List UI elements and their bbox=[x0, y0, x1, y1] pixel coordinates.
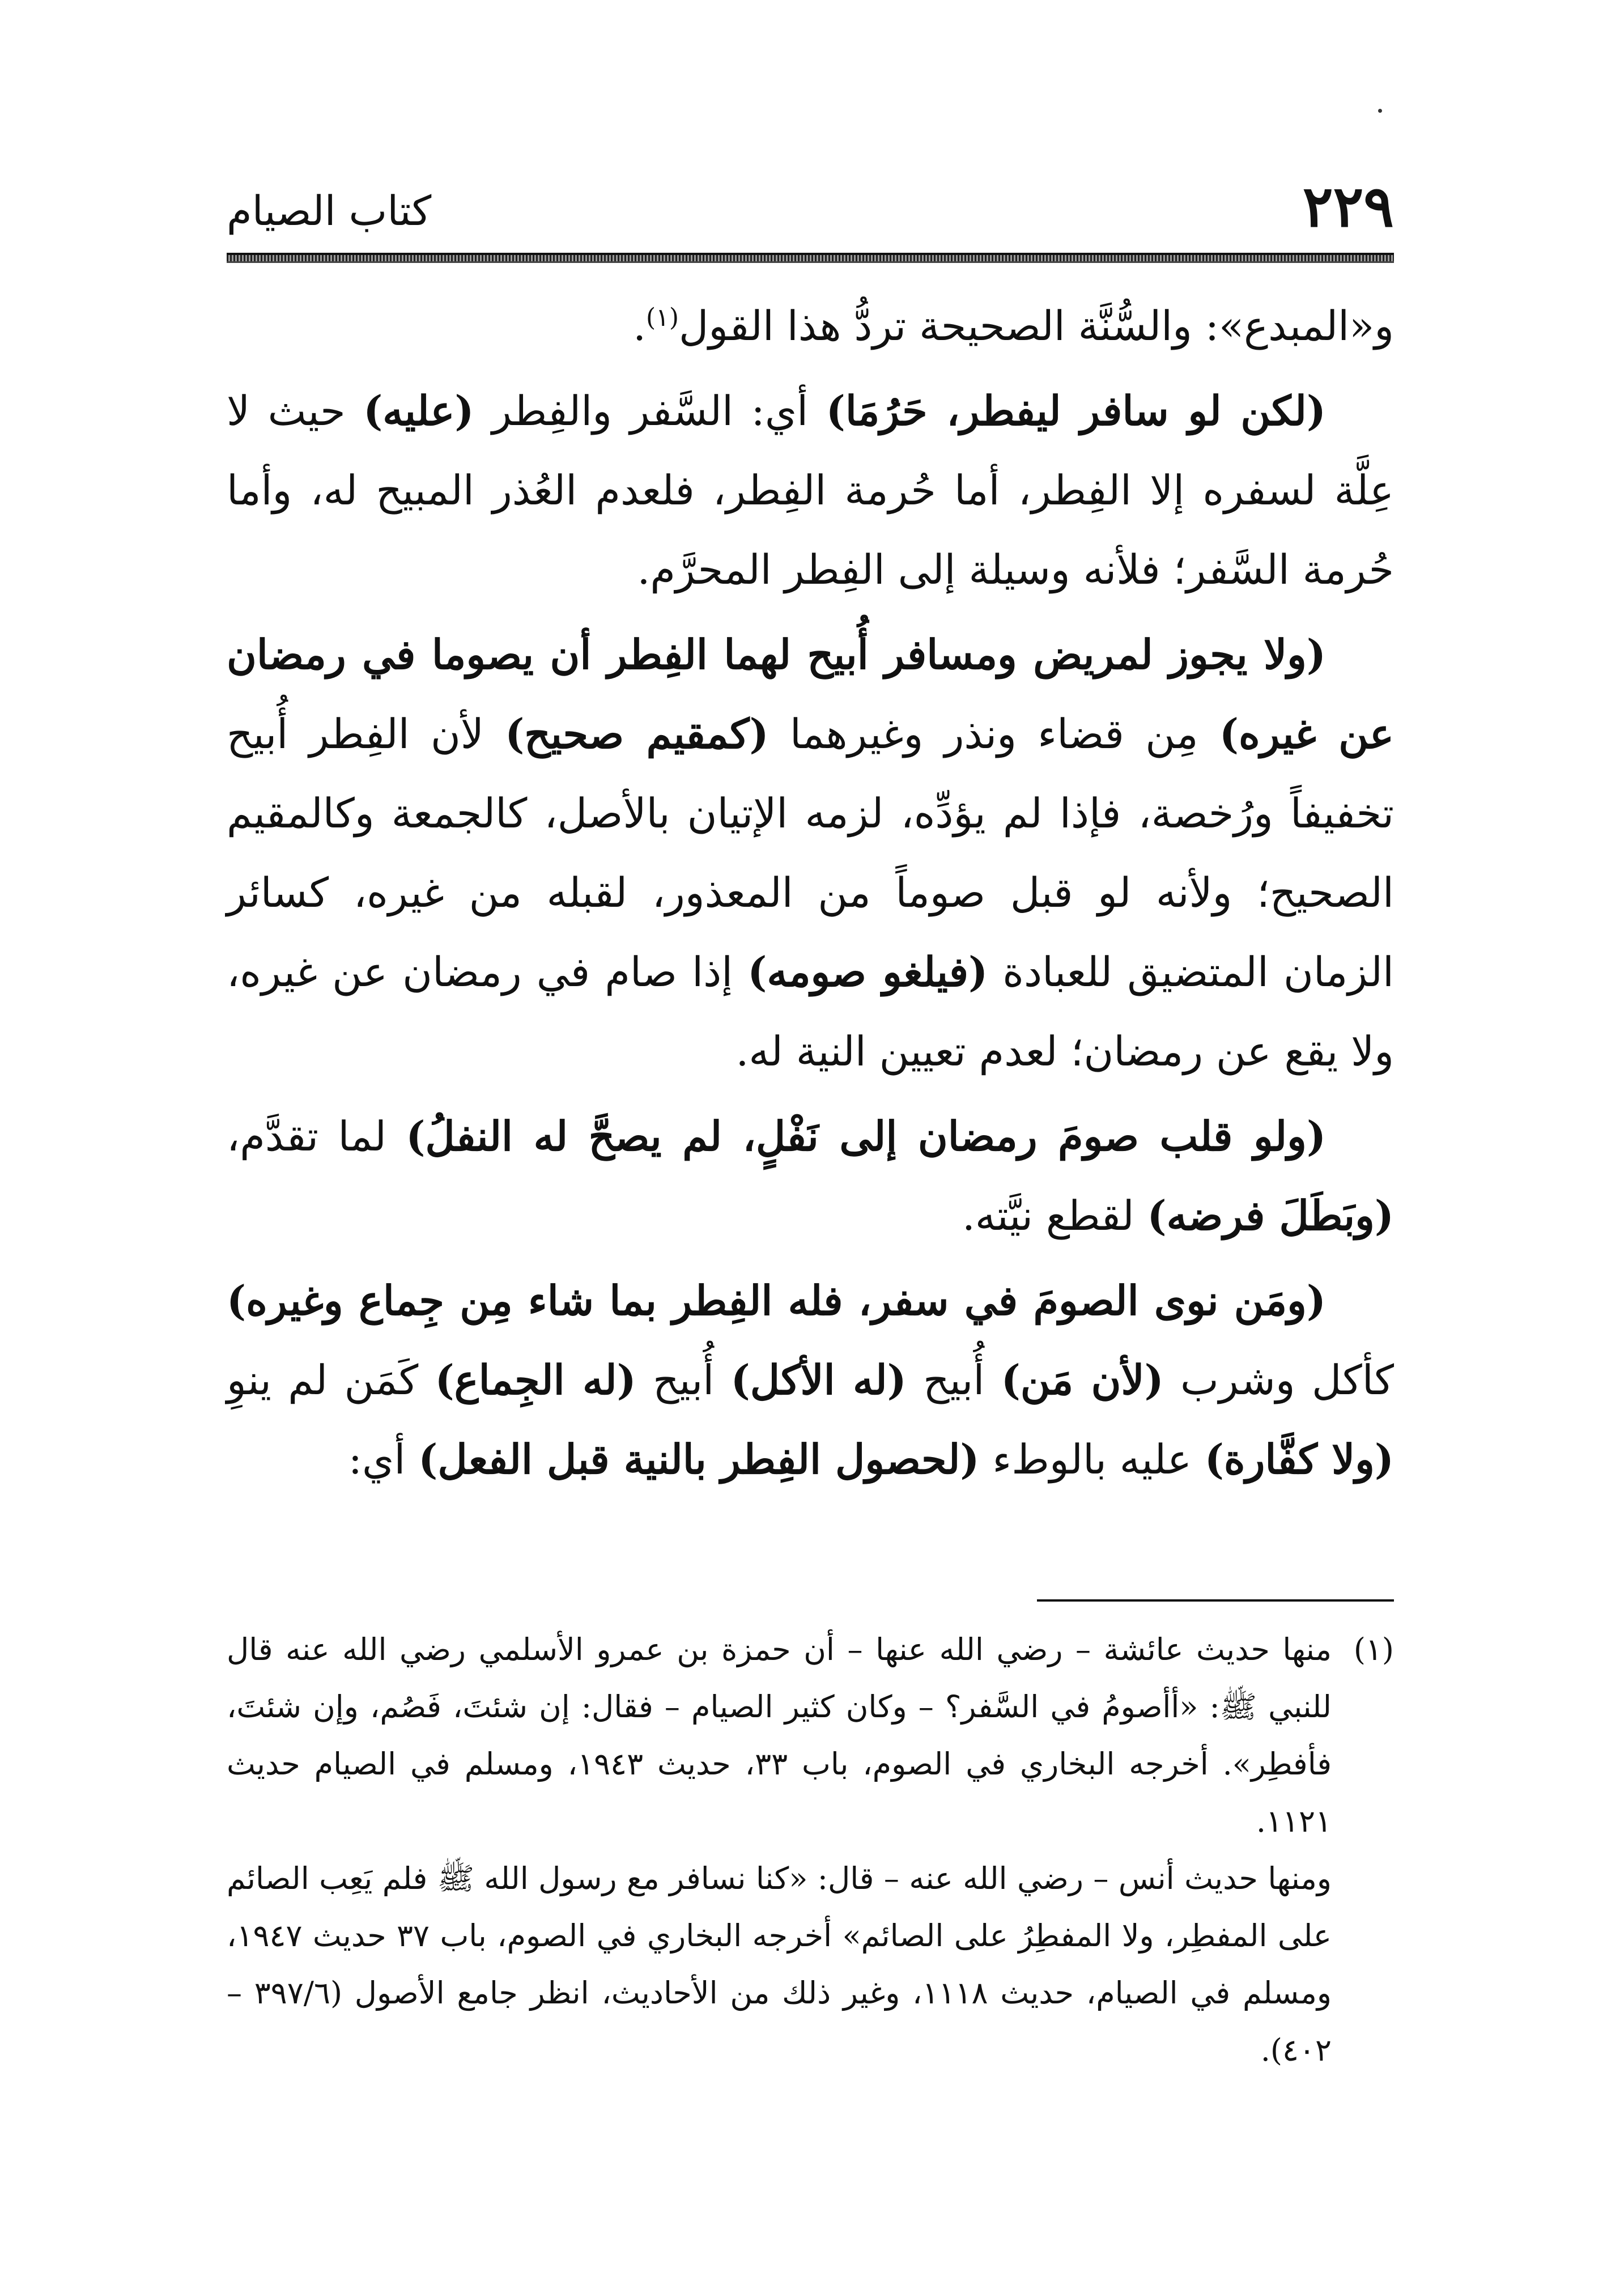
matn-text: (لحصول الفِطر بالنية قبل الفعل) bbox=[418, 1435, 980, 1483]
matn-text: (لكن لو سافر ليفطر، حَرُمَا) bbox=[826, 387, 1326, 435]
footnote-1-continuation: ومنها حديث أنس – رضي الله عنه – قال: «كنا نسافر مع رسول الله ﷺ فلم يَعِب الصائم على المفطِر، ولا المفطِرُ على الصائم» أخرجه البخاري في الصوم، باب ٣٧ حديث ١٩٤٧، ومسلم في الصيام، حديث ١١١٨، وغير ذلك من الأحاديث، انظر جامع الأصول (٣٩٧/٦ – ٤٠٢). bbox=[227, 1861, 1332, 2068]
paragraph-3 bbox=[227, 615, 1394, 1091]
sharh-text: لأن الفِطر أُبيح تخفيفاً ورُخصة، فإذا لم يؤدِّه، لزمه الإتيان بالأصل، كالجمعة وكالمقيم الصحيح؛ ولأنه لو قبل صوماً من المعذور، لقبله من غيره، كسائر الزمان المتضيق للعبادة bbox=[227, 710, 1395, 996]
matn-text: (ولا كفَّارة) bbox=[1204, 1435, 1394, 1483]
footnote-1 bbox=[227, 1621, 1394, 1850]
paragraph-2 bbox=[227, 371, 1394, 609]
sharh-text: أُبيح bbox=[636, 1356, 731, 1404]
text-run: . bbox=[633, 302, 646, 350]
header-rule bbox=[227, 253, 1394, 263]
text-run: و«المبدع»: والسُّنَّة الصحيحة تردُّ هذا القول bbox=[678, 302, 1394, 350]
footnote-number: (١) bbox=[1353, 1632, 1394, 1667]
paragraph-4 bbox=[227, 1097, 1394, 1255]
matn-text: (ولا يجوز لمريض ومسافر أُبيح لهما الفِطر أن يصوما في رمضان عن غيره) bbox=[227, 630, 1395, 758]
sharh-text: حيث لا عِلَّة لسفره إلا الفِطر، أما حُرمة الفِطر، فلعدم العُذر المبيح له، وأما حُرمة السَّفر؛ فلأنه وسيلة إلى الفِطر المحرَّم. bbox=[227, 387, 1394, 593]
paragraph-1 bbox=[227, 286, 1394, 366]
matn-text: (عليه) bbox=[363, 387, 474, 435]
matn-text: (ولو قلب صومَ رمضان إلى نَفْلٍ، لم يصحَّ له النفلُ) bbox=[406, 1112, 1327, 1160]
book-title: كتاب الصيام bbox=[227, 187, 432, 235]
footnote-text: منها حديث عائشة – رضي الله عنها – أن حمزة بن عمرو الأسلمي رضي الله عنه قال للنبي ﷺ: «أأصومُ في السَّفر؟ – وكان كثير الصيام – فقال: إن شئتَ، فَصُم، وإن شئتَ، فأفطِر». أخرجه البخاري في الصوم، باب ٣٣، حديث ١٩٤٣، ومسلم في الصيام حديث ١١٢١. bbox=[227, 1632, 1332, 1839]
matn-text: (لأن مَن) bbox=[1001, 1356, 1164, 1404]
paragraph-5 bbox=[227, 1261, 1394, 1499]
sharh-text: لما تقدَّم، bbox=[227, 1112, 406, 1160]
sharh-text: أي: السَّفر والفِطر bbox=[474, 387, 826, 435]
sharh-text: مِن قضاء ونذر وغيرهما bbox=[768, 710, 1219, 758]
sharh-text: إذا صام في رمضان عن غيره، ولا يقع عن رمضان؛ لعدم تعيين النية له. bbox=[227, 948, 1394, 1075]
matn-text: (ومَن نوى الصومَ في سفر، فله الفِطر بما شاء مِن جِماع وغيره) bbox=[227, 1276, 1326, 1324]
page-number: ٢٢٩ bbox=[1302, 173, 1394, 240]
sharh-text: كأكل وشرب bbox=[1163, 1356, 1395, 1404]
main-text bbox=[227, 286, 1394, 1505]
sharh-text: عليه بالوطء bbox=[979, 1436, 1205, 1483]
matn-text: (وبَطَلَ فرضه) bbox=[1147, 1191, 1394, 1239]
matn-text: (فيلغو صومه) bbox=[747, 948, 988, 996]
running-header bbox=[227, 170, 1394, 244]
matn-text: (له الأكل) bbox=[730, 1356, 907, 1404]
matn-text: (كمقيم صحيح) bbox=[505, 710, 769, 758]
scan-speck bbox=[1378, 109, 1382, 113]
sharh-text: كَمَن لم ينوِ bbox=[227, 1356, 435, 1404]
sharh-text: لقطع نيَّته. bbox=[962, 1192, 1147, 1239]
matn-text: (له الجِماع) bbox=[435, 1356, 636, 1404]
footnote-reference: (١) bbox=[646, 303, 679, 332]
sharh-text: أُبيح bbox=[906, 1356, 1001, 1404]
footnote-separator bbox=[1037, 1599, 1394, 1602]
sharh-text: أي: bbox=[348, 1436, 419, 1483]
footnotes bbox=[227, 1621, 1394, 2079]
